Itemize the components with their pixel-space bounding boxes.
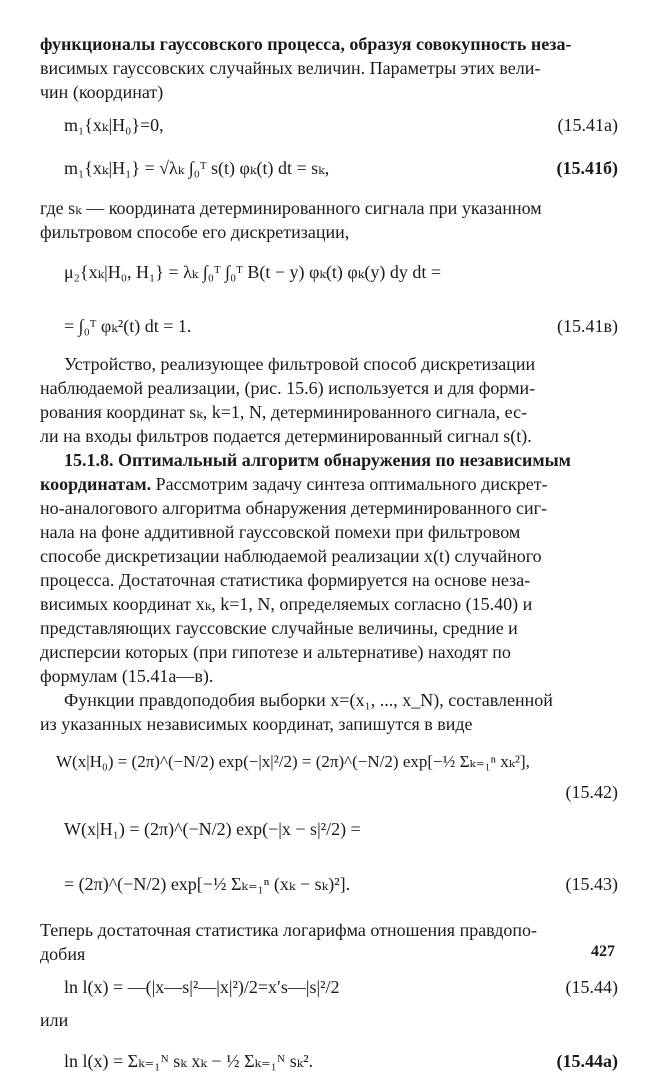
text-line: наблюдаемой реализации, (рис. 15.6) используется и для форми-: [40, 378, 536, 398]
text-line: формулам (15.41а—в).: [40, 666, 214, 686]
equation-body: ln l(x) = —(|x—s|²—|x|²)/2=x′s—|s|²/2: [64, 977, 340, 997]
equation-number: (15.43): [565, 874, 618, 894]
equation-body: = (2π)^(−N/2) exp[−½ Σₖ₌₁ⁿ (xₖ − sₖ)²].: [64, 874, 351, 894]
equation-number: (15.44а): [556, 1051, 618, 1071]
page-number: 427: [591, 943, 615, 960]
section-heading: 15.1.8. Оптимальный алгоритм обнаружения по независимым: [64, 450, 571, 470]
equation-15-43-line1: [40, 802, 618, 856]
text-span: Рассмотрим задачу синтеза оптимального дискрет-: [151, 474, 548, 494]
text-line: фильтровом способе его дискретизации,: [40, 222, 350, 242]
text-line: функционалы гауссовского процесса, образуя совокупность неза-: [40, 34, 572, 54]
equation-body: W(x|H₁) = (2π)^(−N/2) exp(−|x − s|²/2) =: [64, 819, 361, 839]
equation-number: (15.41в): [557, 316, 618, 336]
text-line: где sₖ — координата детерминированного сигнала при указанном: [40, 198, 542, 218]
text-line: дисперсии которых (при гипотезе и альтернативе) находят по: [40, 642, 511, 662]
text-line: добия: [40, 944, 86, 964]
equation-15-41b: [40, 140, 618, 196]
text-line: или: [40, 1010, 69, 1030]
equation-body: = ∫₀ᵀ φₖ²(t) dt = 1.: [64, 316, 192, 336]
text-line: представляющих гауссовские случайные величины, средние и: [40, 618, 518, 638]
equation-15-44: [40, 966, 618, 1008]
equation-15-44a: [40, 1032, 618, 1090]
equation-15-41a: [40, 110, 618, 140]
equation-15-43-line2: [40, 856, 618, 912]
equation-15-42-number-row: [40, 782, 618, 802]
page-body: [40, 32, 618, 1090]
text-line: нала на фоне аддитивной гауссовской помехи при фильтровом: [40, 522, 521, 542]
equation-15-41v-line1: [40, 244, 618, 300]
equation-15-41v-line2: [40, 300, 618, 352]
text-line: рования координат sₖ, k=1, N, детерминированного сигнала, ес-: [40, 402, 528, 422]
equation-body: W(x|H₀) = (2π)^(−N/2) exp(−|x|²/2) = (2π)^(−N/2) exp[−½ Σₖ₌₁ⁿ xₖ²],: [56, 752, 530, 771]
equation-number: (15.41б): [556, 158, 618, 178]
text-line: процесса. Достаточная статистика формируется на основе неза-: [40, 570, 531, 590]
text-line: Функции правдоподобия выборки x=(x₁, ..., x_N), составленной: [64, 690, 553, 710]
equation-body: ln l(x) = Σₖ₌₁ᴺ sₖ xₖ − ½ Σₖ₌₁ᴺ sₖ².: [64, 1051, 314, 1071]
text-line: из указанных независимых координат, запишутся в виде: [40, 714, 473, 734]
text-line: но-аналогового алгоритма обнаружения детерминированного сиг-: [40, 498, 547, 518]
equation-body: μ₂{xₖ|H₀, H₁} = λₖ ∫₀ᵀ ∫₀ᵀ B(t − y) φₖ(t) φₖ(y) dy dt =: [64, 262, 442, 282]
text-line: ли на входы фильтров подается детерминированный сигнал s(t).: [40, 426, 532, 446]
text-line: висимых гауссовских случайных величин. Параметры этих вели-: [40, 58, 541, 78]
text-line: [40, 472, 618, 496]
text-line: чин (координат): [40, 82, 164, 102]
text-line: способе дискретизации наблюдаемой реализации x(t) случайного: [40, 546, 542, 566]
text-line: Теперь достаточная статистика логарифма отношения правдопо-: [40, 920, 538, 940]
text-line: висимых координат xₖ, k=1, N, определяемых согласно (15.40) и: [40, 594, 533, 614]
equation-body: m₁{xₖ|H₀}=0,: [64, 115, 164, 135]
equation-body: m₁{xₖ|H₁} = √λₖ ∫₀ᵀ s(t) φₖ(t) dt = sₖ,: [64, 158, 330, 178]
equation-number: (15.42): [565, 782, 618, 802]
equation-number: (15.41а): [557, 115, 618, 135]
section-heading-cont: координатам.: [40, 474, 152, 494]
text-line: Устройство, реализующее фильтровой способ дискретизации: [64, 354, 536, 374]
equation-number: (15.44): [565, 977, 618, 997]
